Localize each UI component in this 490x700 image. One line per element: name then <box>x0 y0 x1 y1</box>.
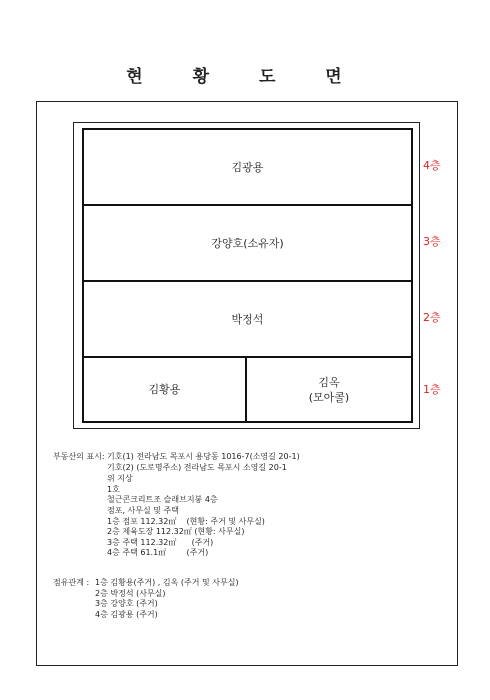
floor-1-right-occupant: 김옥 <box>318 375 340 389</box>
floor-1-area <box>84 358 411 421</box>
property-line-1: 기호(1) 전라남도 목포시 용당동 1016-7(소영길 20-1) <box>107 452 300 461</box>
occupancy-line-1: 1층 김황용(주거) , 김옥 (주거 및 사무실) <box>95 578 239 587</box>
floor-4-occupant: 김광용 <box>231 161 264 174</box>
floor-3-occupant: 강양호(소유자) <box>211 237 284 250</box>
floor-4-area <box>84 130 411 206</box>
property-line-7: 1층 점포 112.32㎡ (현황: 주거 및 사무실) <box>107 517 265 526</box>
floor-plan <box>82 128 413 423</box>
property-line-4: 1호 <box>107 485 120 494</box>
property-line-3: 위 지상 <box>107 474 133 483</box>
page-title: 현 황 도 면 <box>126 67 364 87</box>
floor-label-2: 2층 <box>423 311 441 324</box>
floor-3-area <box>84 206 411 282</box>
occupancy-line-2: 2층 박정석 (사무실) <box>95 589 166 598</box>
floor-2-area <box>84 282 411 358</box>
floor-1-right-room <box>247 358 411 421</box>
occupancy-line-4: 4층 김광용 (주거) <box>95 610 158 619</box>
property-heading: 부동산의 표시: <box>53 452 105 461</box>
floor-2-occupant: 박정석 <box>231 313 264 326</box>
floor-1-right-occupant-business: (모아콜) <box>308 390 350 404</box>
floor-1-left-occupant: 김황용 <box>148 383 181 396</box>
property-line-6: 점포, 사무실 및 주택 <box>107 506 179 515</box>
occupancy-heading: 점유관계 : <box>53 578 90 587</box>
property-line-2: 기호(2) (도로명주소) 전라남도 목포시 소영길 20-1 <box>107 463 287 472</box>
property-line-9: 3층 주택 112.32㎡ (주거) <box>107 538 214 547</box>
property-line-8: 2층 제육도장 112.32㎡ (현황: 사무실) <box>107 527 245 536</box>
property-line-5: 철근콘크리트조 슬래브지붕 4층 <box>107 495 218 504</box>
property-line-10: 4층 주택 61.1㎡ (주거) <box>107 548 209 557</box>
floor-label-4: 4층 <box>423 159 441 172</box>
floor-label-1: 1층 <box>423 383 441 396</box>
floor-label-3: 3층 <box>423 235 441 248</box>
floor-1-left-room <box>84 358 247 421</box>
occupancy-line-3: 3층 강양호 (주거) <box>95 599 158 608</box>
